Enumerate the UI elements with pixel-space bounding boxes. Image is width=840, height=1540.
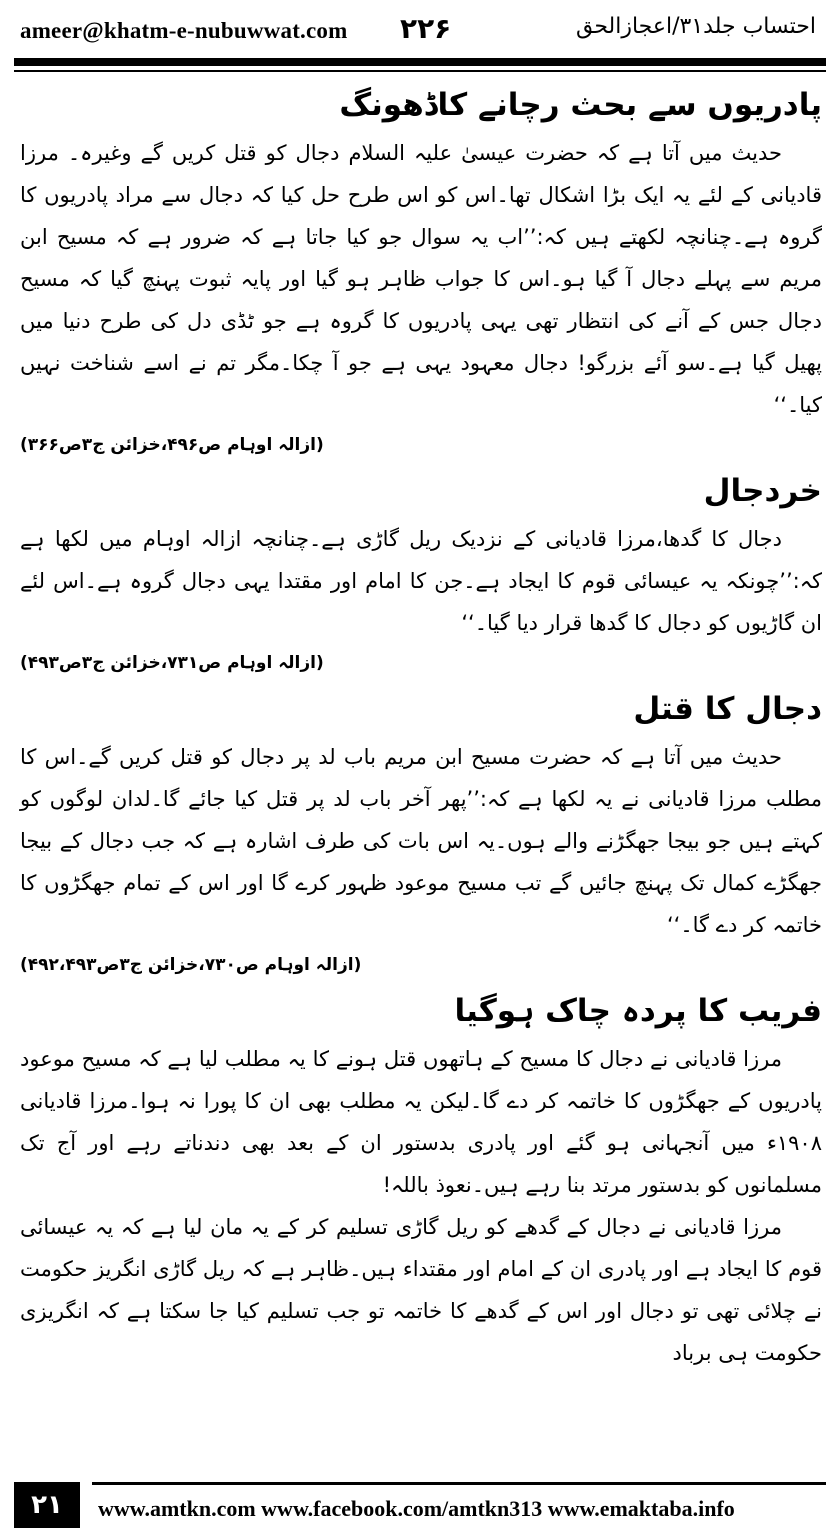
section-reference: (ازالہ اوہام ص۴۹۶،خزائن ج۳ص۳۶۶) (20, 435, 324, 455)
page-content (20, 78, 822, 1374)
header-rule-thin (14, 70, 826, 72)
section-paragraph: حدیث میں آتا ہے کہ حضرت عیسیٰ علیہ السلام دجال کو قتل کریں گے وغیرہ۔ مرزا قادیانی کے لئے یہ ایک بڑا اشکال تھا۔اس کو اس طرح حل کیا کہ دجال سے مراد پادریوں کا گروہ ہے۔چنانچہ لکھتے ہیں کہ:’’اب یہ سوال جو کیا جاتا ہے کہ ضرور ہے کہ مسیح ابن مریم سے پہلے دجال آ گیا ہو۔اس کا جواب ظاہر ہو گیا اور پایہ ثبوت پہنچ گیا کہ مسیح دجال جس کے آنے کی انتظار تھی یہی پادریوں کا گروہ ہے جو ٹڈی دل کی طرح دنیا میں پھیل گیا ہے۔سو آئے بزرگو! دجال معہود یہی ہے جو آ چکا۔مگر تم نے اسے شناخت نہیں کیا۔‘‘ (20, 141, 822, 417)
section-paragraph: دجال کا گدھا،مرزا قادیانی کے نزدیک ریل گاڑی ہے۔چنانچہ ازالہ اوہام میں لکھا ہے کہ:’’چونکہ یہ عیسائی قوم کا ایجاد ہے۔جن کا امام اور مقتدا یہی دجال گروہ ہے۔اس لئے ان گاڑیوں کو دجال کا گدھا قرار دیا گیا۔‘‘ (20, 527, 822, 635)
header-book-title: احتساب جلد۳۱/اعجازالحق (575, 14, 816, 39)
section-heading-fareb: فریب کا پردہ چاک ہوگیا (454, 993, 822, 1029)
page-header (14, 8, 826, 52)
header-email: ameer@khatm-e-nubuwwat.com (20, 18, 348, 43)
section-paragraph: حدیث میں آتا ہے کہ حضرت مسیح ابن مریم باب لد پر دجال کو قتل کریں گے۔اس کا مطلب مرزا قادیانی نے یہ لکھا ہے کہ:’’پھر آخر باب لد پر قتل کیا جائے گا۔لدان لوگوں کو کہتے ہیں جو بیجا جھگڑنے والے ہوں۔یہ اس بات کی طرف اشارہ ہے کہ جب دجال کے بیجا جھگڑے کمال تک پہنچ جائیں گے تب مسیح موعود ظہور کرے گا اور اس کے تمام جھگڑوں کا خاتمہ کر دے گا۔‘‘ (20, 745, 822, 937)
section-heading-dajjal-qatl: دجال کا قتل (633, 691, 822, 727)
page-footer (14, 1482, 826, 1528)
section-paragraph: مرزا قادیانی نے دجال کا مسیح کے ہاتھوں قتل ہونے کا یہ مطلب لیا ہے کہ مسیح موعود پادریوں کے جھگڑوں کا خاتمہ کر دے گا۔لیکن یہ مطلب بھی ان کا پورا نہ ہوا۔مرزا قادیانی ۱۹۰۸ء میں آنجہانی ہو گئے اور پادری بدستور ان کے بعد بھی دندناتے رہے اور آج تک مسلمانوں کو بدستور مرتد بنا رہے ہیں۔نعوذ باللہ! (20, 1047, 822, 1197)
header-rule-thick (14, 58, 826, 66)
footer-links: www.amtkn.com www.facebook.com/amtkn313 www.emaktaba.info (98, 1496, 735, 1521)
footer-number-box: ۲۱ (14, 1482, 80, 1528)
section-reference: (ازالہ اوہام ص۷۳۰،خزائن ج۳ص۴۹۲،۴۹۳) (20, 955, 362, 975)
footer-rule (92, 1482, 826, 1485)
section-heading-debate: پادریوں سے بحث رچانے کاڈھونگ (339, 87, 822, 123)
section-paragraph: مرزا قادیانی نے دجال کے گدھے کو ریل گاڑی تسلیم کر کے یہ مان لیا ہے کہ یہ عیسائی قوم کا ایجاد ہے اور پادری ان کے امام اور مقتداء ہیں۔ظاہر ہے کہ ریل گاڑی انگریز حکومت نے چلائی تھی تو دجال اور اس کے گدھے کا خاتمہ تو جب تسلیم کیا جا سکتا ہے کہ انگریزی حکومت ہی برباد (20, 1215, 822, 1365)
section-reference: (ازالہ اوہام ص۷۳۱،خزائن ج۳ص۴۹۳) (20, 653, 324, 673)
header-page-number: ۲۲۶ (400, 12, 452, 45)
section-heading-khar-dajjal: خردجال (703, 473, 822, 509)
